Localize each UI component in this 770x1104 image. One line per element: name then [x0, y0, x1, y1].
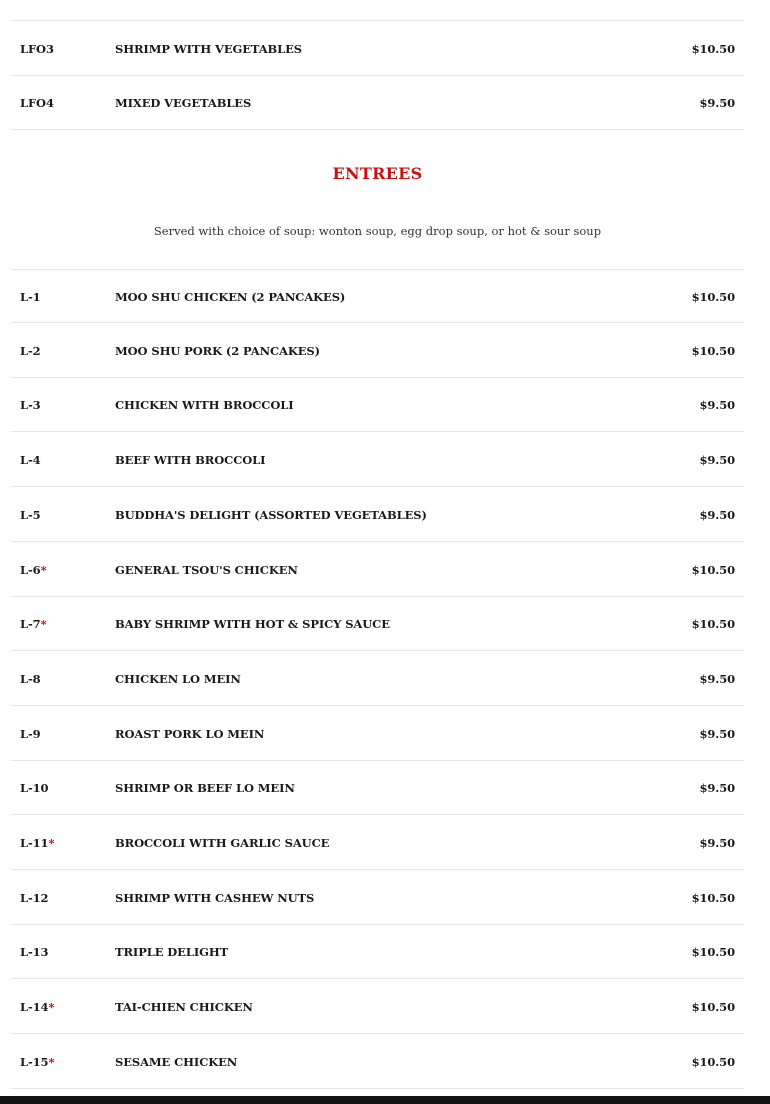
- menu-item-code: [20, 925, 48, 979]
- menu-item-name: [115, 0, 282, 21]
- menu-item-price: $10.50: [691, 945, 735, 960]
- menu-item-code: [20, 22, 54, 76]
- menu-item-code-text: L-11: [20, 836, 49, 850]
- menu-item-row: [11, 871, 744, 925]
- menu-item-price: $10.50: [691, 617, 735, 632]
- menu-item-code-text: L-7: [20, 617, 41, 632]
- menu-item-row: [11, 925, 744, 979]
- menu-item-code: [20, 270, 41, 324]
- spicy-marker-icon: *: [40, 617, 47, 632]
- menu-item-row: [11, 378, 744, 432]
- menu-item-price: $9.50: [699, 507, 735, 522]
- menu-item-name: SHRIMP WITH CASHEW NUTS: [115, 890, 315, 905]
- menu-item-price: $9.50: [699, 781, 735, 796]
- menu-item-row: [11, 488, 744, 542]
- menu-item-code: [20, 433, 41, 487]
- menu-item-row: [11, 761, 744, 815]
- spicy-marker-icon: *: [40, 562, 47, 577]
- spicy-marker-icon: *: [48, 1000, 55, 1015]
- menu-item-name: SHRIMP OR BEEF LO MEIN: [115, 781, 295, 796]
- menu-item-name: CHICKEN LO MEIN: [115, 671, 241, 686]
- menu-item-code-text: [20, 0, 52, 1]
- menu-item-code: [20, 76, 54, 130]
- menu-item-code: [20, 0, 52, 21]
- menu-item-row: [11, 707, 744, 761]
- menu-item-name: GENERAL TSOU'S CHICKEN: [115, 562, 298, 577]
- menu-item-name: MIXED VEGETABLES: [115, 96, 252, 111]
- menu-item-code-text: L-12: [20, 890, 49, 905]
- menu-item-code: [20, 1035, 54, 1089]
- menu-item-code-text: L-6: [20, 562, 41, 577]
- menu-item-code: [20, 543, 46, 597]
- menu-item-row: [11, 0, 744, 21]
- menu-item-name: CHICKEN WITH BROCCOLI: [115, 398, 294, 413]
- menu-item-row: [11, 597, 744, 651]
- menu-item-code: [20, 707, 41, 761]
- menu-item-code-text: L-5: [20, 507, 41, 522]
- menu-item-name: MOO SHU CHICKEN (2 PANCAKES): [115, 290, 346, 304]
- menu-item-row: [11, 816, 744, 870]
- menu-item-row: [11, 324, 744, 378]
- section-description: Served with choice of soup: wonton soup, egg drop soup, or hot & sour soup: [153, 224, 602, 238]
- menu-item-code: [20, 980, 54, 1034]
- menu-item-code-text: L-8: [20, 671, 41, 686]
- menu-item-price: $9.50: [699, 398, 735, 413]
- menu-item-price: $10.50: [691, 41, 735, 56]
- menu-item-price: $10.50: [691, 1000, 735, 1015]
- section-title-entrees: ENTREES: [332, 164, 423, 183]
- menu-item-name: SHRIMP WITH VEGETABLES: [115, 41, 303, 56]
- menu-item-code: [20, 761, 48, 815]
- menu-item-code: [20, 488, 41, 542]
- menu-item-name: ROAST PORK LO MEIN: [115, 726, 265, 741]
- menu-item-price: $9.50: [699, 726, 735, 741]
- menu-item-code-text: L-10: [20, 781, 49, 796]
- menu-item-code: [20, 816, 54, 870]
- menu-item-code-text: L-1: [20, 290, 41, 304]
- menu-item-row: [11, 433, 744, 487]
- menu-item-row: [11, 22, 744, 76]
- menu-item-price: $9.50: [699, 96, 735, 111]
- menu-item-name: SESAME CHICKEN: [115, 1054, 238, 1069]
- menu-item-code-text: L-14: [20, 1000, 49, 1015]
- menu-item-price: $10.50: [691, 562, 735, 577]
- menu-item-row: [11, 1035, 744, 1089]
- menu-item-price: $10.50: [691, 290, 735, 304]
- menu-item-name: BEEF WITH BROCCOLI: [115, 453, 266, 468]
- menu-item-code-text: L-3: [20, 398, 41, 413]
- spicy-marker-icon: *: [48, 1054, 55, 1069]
- menu-item-code: [20, 324, 41, 378]
- spicy-marker-icon: *: [48, 836, 55, 850]
- menu-item-price: $10.50: [691, 1054, 735, 1069]
- menu-item-price: $10.50: [691, 343, 735, 358]
- menu-item-row: [11, 269, 744, 323]
- bottom-bar: [0, 1096, 770, 1104]
- menu-item-code-text: L-9: [20, 726, 41, 741]
- menu-item-price: $9.50: [699, 836, 735, 850]
- menu-item-code-text: L-2: [20, 343, 41, 358]
- menu-item-name: BROCCOLI WITH GARLIC SAUCE: [115, 836, 330, 850]
- menu-item-code-text: L-4: [20, 453, 41, 468]
- menu-item-name: BABY SHRIMP WITH HOT & SPICY SAUCE: [115, 617, 390, 632]
- menu-item-name: BUDDHA'S DELIGHT (ASSORTED VEGETABLES): [115, 507, 427, 522]
- menu-item-code: [20, 871, 48, 925]
- menu-item-code-text: L-13: [20, 945, 49, 960]
- menu-item-code: [20, 652, 41, 706]
- menu-item-price: $9.50: [699, 671, 735, 686]
- menu-item-row: [11, 652, 744, 706]
- menu-item-price: $9.50: [699, 453, 735, 468]
- menu-item-name: TRIPLE DELIGHT: [115, 945, 229, 960]
- menu-item-code-text: L-15: [20, 1054, 49, 1069]
- menu-item-code: [20, 597, 46, 651]
- menu-item-code: [20, 378, 41, 432]
- menu-item-name: TAI-CHIEN CHICKEN: [115, 1000, 253, 1015]
- menu-item-row: [11, 543, 744, 597]
- menu-item-code-text: LFO4: [20, 96, 54, 111]
- menu-item-row: [11, 980, 744, 1034]
- menu-item-code-text: LFO3: [20, 41, 54, 56]
- menu-item-row: [11, 76, 744, 130]
- menu-item-price: $10.50: [691, 890, 735, 905]
- menu-item-name: MOO SHU PORK (2 PANCAKES): [115, 343, 320, 358]
- menu-item-price: [699, 0, 735, 21]
